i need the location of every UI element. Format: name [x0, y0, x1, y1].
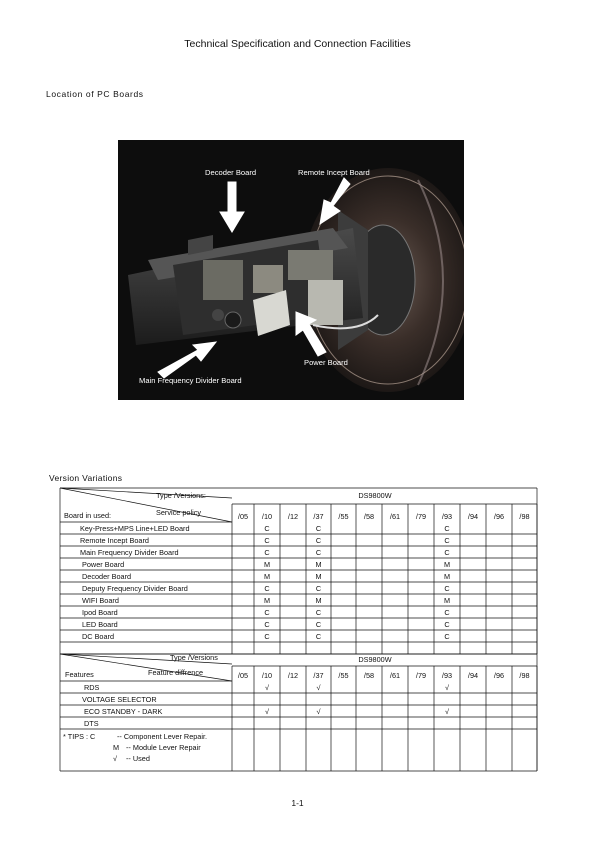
- cell-value: M: [443, 559, 451, 569]
- board-diag-mid: Service policy: [156, 508, 202, 517]
- cell-value: C: [315, 523, 322, 533]
- version-header-61: /61: [389, 512, 401, 521]
- cell-value: C: [264, 535, 270, 545]
- cell-value: C: [444, 547, 450, 557]
- row-label: Power Board: [82, 559, 125, 569]
- tip-key-c: * TIPS : C: [63, 732, 96, 741]
- row-label: WIFI Board: [82, 595, 119, 605]
- version-header-94: /94: [467, 671, 479, 680]
- board-diag-top: Type /Versions:: [156, 491, 206, 500]
- row-label: RDS: [84, 682, 100, 692]
- row-label: VOLTAGE SELECTOR: [82, 694, 157, 704]
- cell-value: C: [444, 523, 450, 533]
- version-header-93: /93: [441, 512, 453, 521]
- label-decoder-board: Decoder Board: [205, 168, 257, 177]
- cell-value: M: [263, 559, 271, 569]
- row-label: Deputy Frequency Divider Board: [82, 583, 188, 593]
- label-main-frequency-divider-board: Main Frequency Divider Board: [139, 376, 242, 385]
- row-label: LED Board: [82, 619, 118, 629]
- row-label: DTS: [84, 718, 99, 728]
- cell-value: √: [444, 706, 450, 716]
- cell-value: C: [444, 607, 450, 617]
- page-title: Technical Specification and Connection Facilities: [184, 38, 411, 50]
- version-header-96: /96: [493, 512, 505, 521]
- version-header-55: /55: [338, 512, 349, 521]
- cell-value: C: [315, 535, 322, 545]
- row-label: Key-Press+MPS Line+LED Board: [80, 523, 190, 533]
- version-header-96: /96: [493, 671, 505, 680]
- cell-value: √: [316, 682, 321, 692]
- version-header-58: /58: [363, 671, 375, 680]
- board-model: DS9800W: [358, 491, 392, 500]
- cell-value: C: [315, 619, 322, 629]
- label-remote-incept-board: Remote Incept Board: [298, 168, 370, 177]
- cell-value: M: [315, 559, 322, 569]
- cell-value: C: [264, 583, 270, 593]
- tip-desc-used: -- Used: [126, 754, 150, 763]
- version-header-93: /93: [441, 671, 453, 680]
- version-header-79: /79: [415, 512, 427, 521]
- version-header-55: /55: [338, 671, 349, 680]
- row-label: DC Board: [82, 631, 115, 641]
- feature-diag-mid: Feature diffrence: [148, 668, 204, 677]
- cell-value: C: [444, 583, 450, 593]
- cell-value: C: [264, 619, 270, 629]
- tip-desc-m: -- Module Lever Repair: [126, 743, 201, 752]
- tip-key-used: √: [113, 754, 118, 763]
- version-header-37: /37: [313, 671, 324, 680]
- version-header-37: /37: [313, 512, 324, 521]
- cell-value: C: [444, 631, 450, 641]
- row-label: ECO STANDBY - DARK: [84, 706, 163, 716]
- cell-value: C: [315, 547, 322, 557]
- tip-desc-c: -- Component Lever Repair.: [117, 732, 208, 741]
- version-header-12: /12: [287, 671, 299, 680]
- cell-value: √: [264, 706, 270, 716]
- location-heading: Location of PC Boards: [46, 89, 144, 99]
- version-header-10: /10: [261, 671, 273, 680]
- cell-value: M: [263, 595, 271, 605]
- cell-value: M: [315, 595, 322, 605]
- version-header-10: /10: [261, 512, 273, 521]
- board-diag-bottom: Board in used:: [64, 511, 112, 520]
- cell-value: C: [264, 547, 270, 557]
- cell-value: M: [315, 571, 322, 581]
- version-header-05: /05: [237, 512, 249, 521]
- version-header-58: /58: [363, 512, 375, 521]
- row-label: Main Frequency Divider Board: [80, 547, 179, 557]
- cell-value: C: [444, 619, 450, 629]
- version-header-94: /94: [467, 512, 479, 521]
- cell-value: M: [263, 571, 271, 581]
- version-header-12: /12: [287, 512, 299, 521]
- cell-value: √: [444, 682, 450, 692]
- row-label: Decoder Board: [82, 571, 132, 581]
- tips-legend: [63, 732, 207, 763]
- cell-value: C: [315, 583, 322, 593]
- cell-value: √: [316, 706, 321, 716]
- version-header-98: /98: [519, 512, 530, 521]
- label-power-board: Power Board: [304, 358, 348, 367]
- feature-diag-bottom: Features: [65, 670, 94, 679]
- cell-value: C: [315, 631, 322, 641]
- version-header-98: /98: [519, 671, 530, 680]
- cell-value: M: [443, 571, 451, 581]
- version-header-61: /61: [389, 671, 401, 680]
- cell-value: C: [315, 607, 322, 617]
- page-number: 1-1: [291, 798, 304, 808]
- cell-value: √: [264, 682, 270, 692]
- version-header-05: /05: [237, 671, 249, 680]
- cell-value: C: [264, 631, 270, 641]
- row-label: Remote Incept Board: [80, 535, 149, 545]
- cell-value: M: [443, 595, 451, 605]
- board-table-grid: [60, 488, 537, 654]
- cell-value: C: [444, 535, 450, 545]
- cell-value: C: [264, 523, 270, 533]
- cell-value: C: [264, 607, 270, 617]
- feature-diag-top: Type /Versions: [170, 653, 218, 662]
- version-heading: Version Variations: [49, 473, 123, 483]
- tip-key-m: M: [113, 743, 120, 752]
- feature-model: DS9800W: [358, 655, 392, 664]
- version-header-79: /79: [415, 671, 427, 680]
- row-label: Ipod Board: [82, 607, 118, 617]
